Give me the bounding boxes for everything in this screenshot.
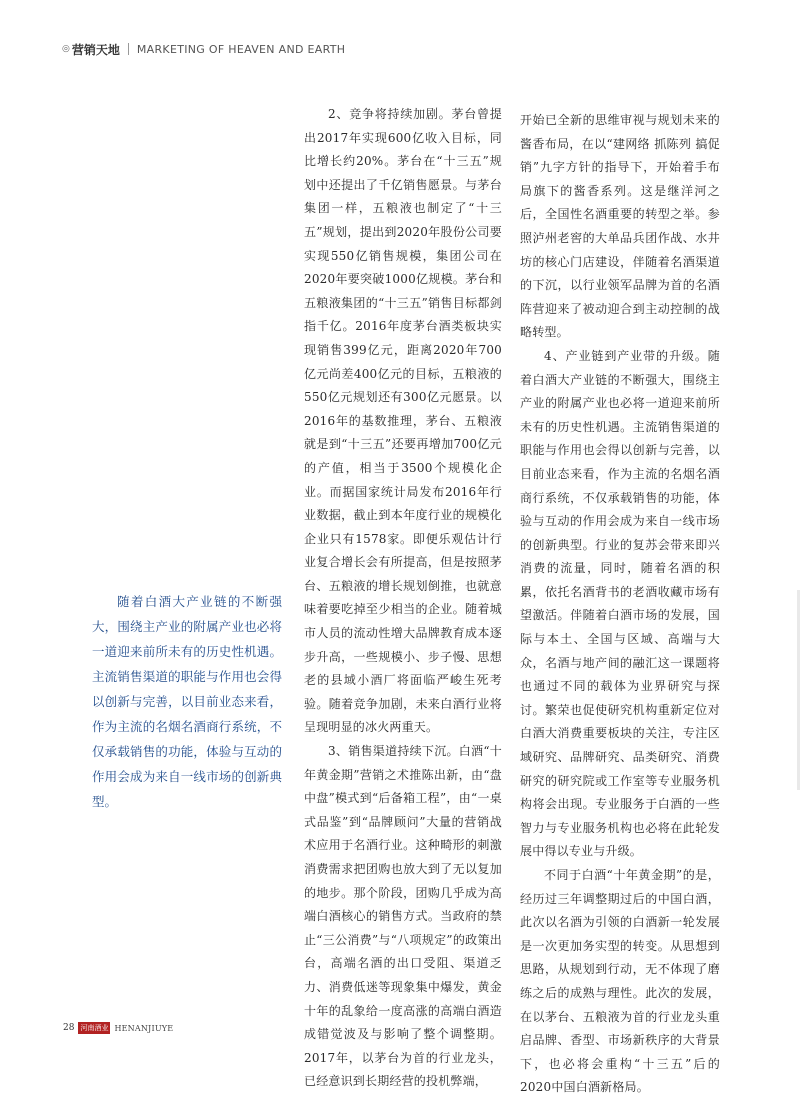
article-column-left: [304, 103, 502, 1094]
section-mark-icon: ◎: [62, 44, 70, 54]
page-footer: [63, 1021, 173, 1035]
magazine-name-english: HENANJIUYE: [114, 1023, 174, 1033]
page-header: [62, 38, 762, 60]
paragraph-channel-continued: 开始已全新的思维审视与规划未来的酱香布局，在以“建网络 抓陈列 搞促销”九字方针的指导下，开始着手布局旗下的酱香系列。这是继洋河之后，全国性名酒重要的转型之举。参照泸州老窖的大单品兵团作战、水井坊的核心门店建设，伴随着名酒渠道的下沉，以行业领军品牌为首的名酒阵营迎来了被动迎合到主动控制的战略转型。: [520, 113, 720, 340]
header-divider: [128, 43, 129, 55]
paragraph-competition: 2、竞争将持续加剧。茅台曾提出2017年实现600亿收入目标，同比增长约20%。茅台在“十三五”规划中还提出了千亿销售愿景。与茅台集团一样，五粮液也制定了“十三五”规划，提出到2020年股份公司要实现550亿销售规模，集团公司在2020年要突破1000亿规模。茅台和五粮液集团的“十三五”销售目标都剑指千亿。2016年度茅台酒类板块实现销售399亿元，距离2020年700亿元尚差400亿元的目标，五粮液的550亿元规划还有300亿元愿景。以2016年的基数推理，茅台、五粮液就是到“十三五”还要再增加700亿元的产值，相当于3500个规模化企业。而据国家统计局发布2016年行业数据，截止到本年度行业的规模化企业只有1578家。即便乐观估计行业复合增长会有所提高，但是按照茅台、五粮液的增长规划倒推，也就意味着要吃掉至少相当的企业。随着城市人员的流动性增大品牌教育成本逐步升高，一些规模小、步子慢、思想老的县域小酒厂将面临严峻生死考验。随着竞争加剧，未来白酒行业将呈现明显的冰火两重天。: [304, 107, 502, 735]
paragraph-conclusion: 不同于白酒“十年黄金期”的是，经历过三年调整期过后的中国白酒，此次以名酒为引领的白酒新一轮发展是一次更加务实型的转变。从思想到思路，从规划到行动，无不体现了磨练之后的成熟与理性。此次的发展，在以茅台、五粮液为首的行业龙头重启品牌、香型、市场新秩序的大背景下，也必将会重构“十三五”后的2020中国白酒新格局。: [520, 868, 720, 1095]
section-title: 营销天地: [71, 42, 120, 57]
article-column-right: [520, 109, 720, 1100]
paragraph-channel: 3、销售渠道持续下沉。白酒“十年黄金期”营销之术推陈出新，由“盘中盘”模式到“后备箱工程”，由“一桌式品鉴”到“品牌顾问”大量的营销战术应用于名酒行业。这种畸形的刺激消费需求把团购也放大到了无以复加的地步。那个阶段，团购几乎成为高端白酒核心的销售方式。当政府的禁止“三公消费”与“八项规定”的政策出台，高端名酒的出口受阻、渠道乏力、消费低迷等现象集中爆发，黄金十年的乱象给一度高涨的高端白酒造成错觉波及与影响了整个调整期。2017年，以茅台为首的行业龙头，已经意识到长期经营的投机弊端，: [304, 744, 502, 1089]
pull-quote-text: 随着白酒大产业链的不断强大，围绕主产业的附属产业也必将一道迎来前所未有的历史性机遇。主流销售渠道的职能与作用也会得以创新与完善，以目前业态来看，作为主流的名烟名酒商行系统，不仅承载销售的功能，体验与互动的作用会成为来自一线市场的创新典型。: [92, 594, 282, 809]
page-number: 28: [63, 1023, 75, 1033]
magazine-logo: 河南酒业: [80, 1024, 109, 1032]
section-title-english: MARKETING OF HEAVEN AND EARTH: [136, 42, 346, 56]
paragraph-industry-upgrade: 4、产业链到产业带的升级。随着白酒大产业链的不断强大，围绕主产业的附属产业也必将一道迎来前所未有的历史性机遇。主流销售渠道的职能与作用也会得以创新与完善，以目前业态来看，作为主流的名烟名酒商行系统，不仅承载销售的功能，体验与互动的作用会成为来自一线市场的创新典型。行业的复苏会带来即兴消费的流量，同时，随着名酒的积累，依托名酒背书的老酒收藏市场有望激活。伴随着白酒市场的发展，国际与本土、全国与区域、高端与大众，名酒与地产间的融汇这一课题将也通过不同的载体为业界研究与探讨。繁荣也促使研究机构重新定位对白酒大消费重要板块的关注，专注区域研究、品牌研究、品类研究、消费研究的研究院或工作室等专业服务机构将会出现。专业服务于白酒的一些智力与专业服务机构也必将在此轮发展中得以专业与升级。: [520, 348, 720, 859]
pull-quote: [92, 589, 282, 814]
